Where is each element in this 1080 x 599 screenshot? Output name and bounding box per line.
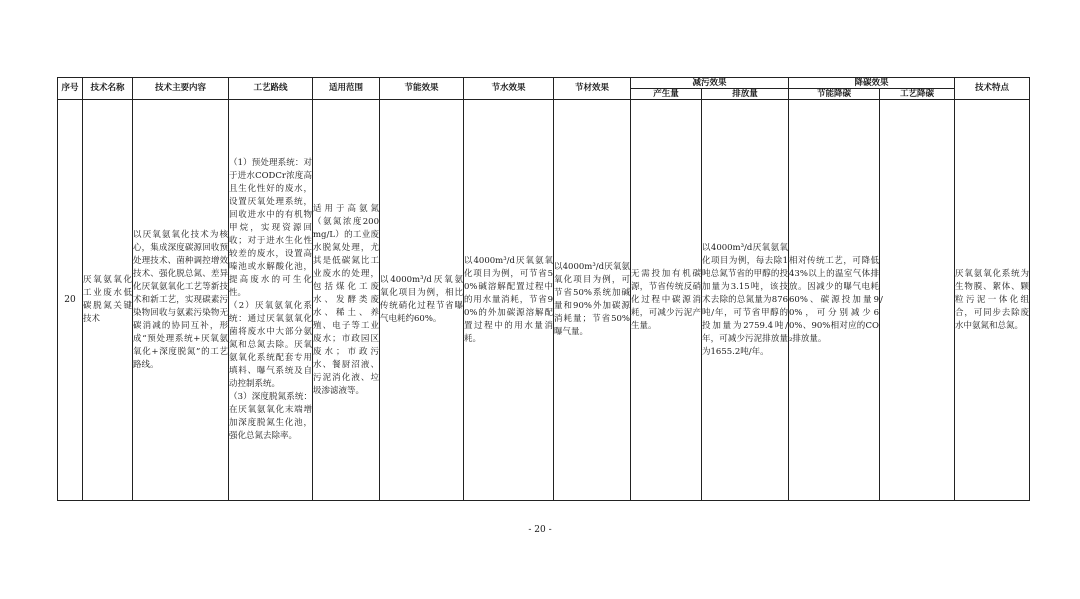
process-step-3: （3）深度脱氮系统：在厌氧氨氧化末端增加深度脱氮生化池，强化总氮去除率。	[229, 392, 312, 441]
cell-process-carbon: /	[880, 100, 955, 501]
cell-seq: 20	[58, 100, 83, 501]
header-emission: 排放量	[702, 89, 789, 100]
process-step-2: （2）厌氧氨氧化系统：通过厌氧氨氧化菌将废水中大部分氨氮和总氮去除。厌氧氨氧化系统配套专用填料、曝气系统及自动控制系统。	[229, 301, 312, 389]
header-pollution-reduction: 减污效果	[631, 78, 789, 89]
header-material: 节材效果	[554, 78, 631, 100]
cell-energy: 以4000m³/d厌氧氨氧化项目为例，相比传统硝化过程节省曝气电耗约60%。	[380, 100, 464, 501]
header-carbon-reduction: 降碳效果	[789, 78, 955, 89]
header-main-content: 技术主要内容	[133, 78, 229, 100]
page-number: - 20 -	[528, 525, 552, 535]
cell-emission: 以4000m³/d厌氧氨氧化项目为例，每去除1吨总氮节省的甲醇的投加量为3.15吨，该技术去除的总氮量为876吨/年，可节省甲醇的投加量为2759.4吨/年，可减少污泥排放量为1655.2吨/年。	[702, 100, 789, 501]
cell-features: 厌氧氨氧化系统为生物膜、絮体、颗粒污泥一体化组合，可同步去除废水中氨氮和总氮。	[955, 100, 1030, 501]
header-scope: 适用范围	[313, 78, 380, 100]
process-step-1: （1）预处理系统：对于进水CODCr浓度高且生化性好的废水，设置厌氧处理系统，回收进水中的有机物甲烷，实现资源回收；对于进水生化性较差的废水，设置高嗪池或水解酸化池，提高废水的可生化性。	[229, 158, 312, 298]
cell-main-content: 以厌氧氨氧化技术为核心，集成深度碳源回收预处理技术、菌种调控增效技术、强化脱总氮、差异化厌氧氨氧化工艺等新技术和新工艺，实现碳素污染物回收与氨素污染物无碳消减的协同互补，形成“预处理系统+厌氧氨氧化+深度脱氮”的工艺路线。	[133, 100, 229, 501]
header-row-1	[58, 78, 1030, 89]
header-seq: 序号	[58, 78, 83, 100]
header-process-carbon: 工艺降碳	[880, 89, 955, 100]
header-production: 产生量	[631, 89, 702, 100]
table-row	[58, 100, 1030, 501]
cell-material: 以4000m³/d厌氧氨氧化项目为例，可节省50%系统加碱量和90%外加碳源消耗量；节省50%曝气量。	[554, 100, 631, 501]
cell-energy-carbon: 相对传统工艺，可降低43%以上的温室气体排放。因减少的曝气电耗60%、碳源投加量90%，可分别减少60%、90%相对应的CO₂排放量。	[789, 100, 880, 501]
technology-table	[57, 77, 1030, 501]
header-process-route: 工艺路线	[229, 78, 313, 100]
header-tech-name: 技术名称	[83, 78, 133, 100]
header-water: 节水效果	[464, 78, 554, 100]
cell-process-route	[229, 100, 313, 501]
cell-production: 无需投加有机碳源，节省传统反硝化过程中碳源消耗，可减少污泥产生量。	[631, 100, 702, 501]
header-energy: 节能效果	[380, 78, 464, 100]
cell-water: 以4000m³/d厌氧氨氧化项目为例，可节省50%碱溶解配置过程中的用水量消耗，节省90%的外加碳源溶解配置过程中的用水量消耗。	[464, 100, 554, 501]
header-features: 技术特点	[955, 78, 1030, 100]
cell-tech-name: 厌氧氨氧化工业废水低碳脱氮关键技术	[83, 100, 133, 501]
header-energy-carbon: 节能降碳	[789, 89, 880, 100]
cell-scope: 适用于高氨氮（氨氮浓度200mg/L）的工业废水脱氮处理，尤其是低碳氮比工业废水的处理，包括煤化工废水、发酵类废水、稀土、养殖、电子等工业废水；市政园区废水；市政污水、餐厨沼液、污泥消化液、垃圾渗滤液等。	[313, 100, 380, 501]
